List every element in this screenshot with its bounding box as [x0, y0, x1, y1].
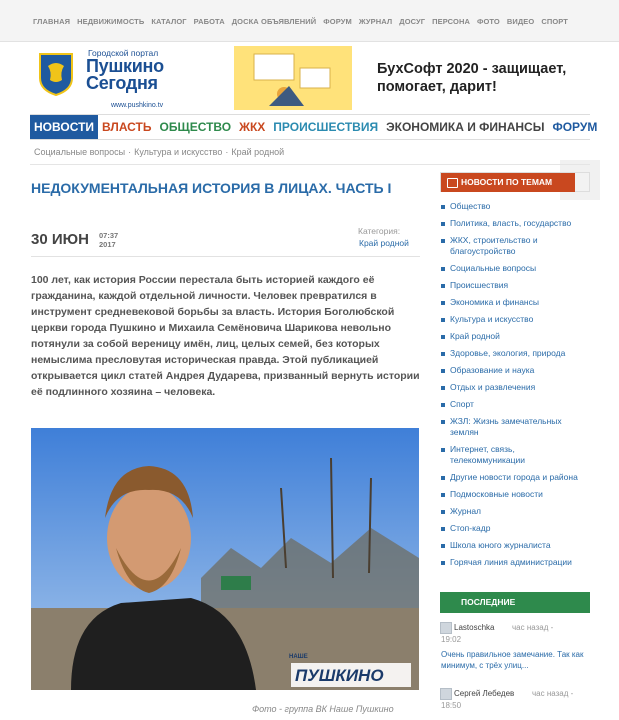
- logo-name-line1: Пушкино: [86, 56, 164, 76]
- banner-illustration-icon: [234, 46, 352, 110]
- separator: ·: [225, 147, 229, 157]
- topic-link[interactable]: Журнал: [440, 503, 590, 520]
- main-nav-item[interactable]: ПРОИСШЕСТВИЯ: [273, 120, 379, 134]
- sub-nav-item[interactable]: Край родной: [231, 147, 285, 157]
- top-nav-item[interactable]: ГЛАВНАЯ: [33, 17, 71, 26]
- comment-ago: час назад -: [532, 689, 574, 698]
- topic-link[interactable]: Социальные вопросы: [440, 260, 590, 277]
- article-time-value: 07:37: [99, 231, 119, 240]
- topic-link[interactable]: Школа юного журналиста: [440, 537, 590, 554]
- article-photo-image: [31, 428, 419, 690]
- topics-list: [440, 198, 590, 571]
- top-nav-item[interactable]: НЕДВИЖИМОСТЬ: [77, 17, 145, 26]
- topic-link[interactable]: Отдых и развлечения: [440, 379, 590, 396]
- latest-heading-label: ПОСЛЕДНИЕ: [461, 597, 516, 607]
- main-nav-item[interactable]: ВЛАСТЬ: [102, 120, 152, 134]
- sub-nav-item[interactable]: Социальные вопросы: [34, 147, 126, 157]
- top-nav-item[interactable]: ДОСКА ОБЪЯВЛЕНИЙ: [231, 17, 317, 26]
- topic-link[interactable]: Край родной: [440, 328, 590, 345]
- article-year: 2017: [99, 240, 116, 249]
- banner-line1: БухСофт 2020 - защищает,: [377, 61, 567, 77]
- top-navigation: [0, 0, 619, 42]
- separator: ·: [128, 147, 132, 157]
- header: [0, 42, 619, 114]
- topic-link[interactable]: Стоп-кадр: [440, 520, 590, 537]
- sub-navigation: [34, 147, 284, 157]
- topic-link[interactable]: Спорт: [440, 396, 590, 413]
- sub-nav-item[interactable]: Культура и искусство: [134, 147, 223, 157]
- top-nav-item[interactable]: ВИДЕО: [506, 17, 535, 26]
- comment-author[interactable]: Lastoschka: [454, 623, 495, 632]
- main-nav-item[interactable]: ФОРУМ: [552, 120, 598, 134]
- top-nav-item[interactable]: ЖУРНАЛ: [358, 17, 393, 26]
- main-nav-item[interactable]: ЭКОНОМИКА И ФИНАНСЫ: [386, 120, 545, 134]
- topic-link[interactable]: Здоровье, экология, природа: [440, 345, 590, 362]
- main-nav-item[interactable]: ОБЩЕСТВО: [159, 120, 232, 134]
- topic-link[interactable]: Общество: [440, 198, 590, 215]
- topic-link[interactable]: ЖКХ, строительство и благоустройство: [440, 232, 590, 260]
- top-nav-item[interactable]: ФОТО: [476, 17, 500, 26]
- logo-url: www.pushkino.tv: [111, 102, 164, 109]
- logo-name: [86, 58, 164, 92]
- comment-author[interactable]: Сергей Лебедев: [454, 689, 515, 698]
- photo-watermark-small: НАШЕ: [289, 654, 308, 660]
- logo-name-line2: Сегодня: [86, 73, 158, 93]
- top-nav-item[interactable]: КАТАЛОГ: [151, 17, 187, 26]
- comment-time: 19:02: [441, 635, 462, 644]
- banner-line2: помогает, дарит!: [377, 79, 497, 95]
- banner-text: [377, 60, 566, 96]
- article-date: 30 ИЮН: [31, 231, 89, 248]
- ad-banner[interactable]: [234, 46, 619, 110]
- avatar: [440, 622, 452, 634]
- divider: [30, 164, 590, 165]
- photo-caption: Фото - группа ВК Наше Пушкино: [252, 704, 394, 714]
- comment-ago: час назад -: [512, 623, 554, 632]
- comment-time: 18:50: [441, 701, 462, 710]
- comment-text[interactable]: Очень правильное замечание. Так как минимум, с трёх улиц...: [441, 650, 584, 670]
- category-label: Категория:: [358, 226, 401, 236]
- topic-link[interactable]: Образование и наука: [440, 362, 590, 379]
- main-nav-item[interactable]: НОВОСТИ: [30, 115, 98, 139]
- sidebar-heading: [440, 172, 590, 192]
- topic-link[interactable]: Происшествия: [440, 277, 590, 294]
- top-nav-item[interactable]: СПОРТ: [541, 17, 568, 26]
- main-nav-item[interactable]: ЖКХ: [239, 120, 266, 134]
- topic-link[interactable]: Экономика и финансы: [440, 294, 590, 311]
- divider: [31, 256, 420, 257]
- top-nav-item[interactable]: РАБОТА: [193, 17, 225, 26]
- article-title: НЕДОКУМЕНТАЛЬНАЯ ИСТОРИЯ В ЛИЦАХ. ЧАСТЬ I: [31, 180, 392, 196]
- latest-heading[interactable]: [440, 592, 590, 613]
- topic-link[interactable]: Культура и искусство: [440, 311, 590, 328]
- topics-tab[interactable]: НОВОСТИ ПО ТЕМАМ: [441, 173, 575, 192]
- site-logo[interactable]: [36, 48, 186, 110]
- top-nav-item[interactable]: ДОСУГ: [399, 17, 426, 26]
- article-photo[interactable]: [31, 428, 419, 690]
- topic-link[interactable]: Горячая линия администрации: [440, 554, 590, 571]
- logo-subtitle: Городской портал: [88, 48, 159, 58]
- topic-link[interactable]: Другие новости города и района: [440, 469, 590, 486]
- topic-link[interactable]: Политика, власть, государство: [440, 215, 590, 232]
- top-nav-item[interactable]: ФОРУМ: [323, 17, 352, 26]
- article-lead: 100 лет, как история России перестала быть историей каждого её гражданина, каждой отдельной личности. Человек превратился в инструмент средневековой борьбы за власть. История Боголюбской церкви города Пушкино и Михаила Семёновича Шарикова невольно потянули за собой вереницу имён, лиц, целых семей, без которых немыслима пресловутая историческая правда. Этой публикацией открывается цикл статей Андрея Дударева, призванный вернуть истории её подлинного хозяина – человека.: [31, 274, 420, 398]
- main-navigation: [30, 114, 598, 140]
- category-link[interactable]: Край родной: [359, 238, 409, 248]
- photo-watermark: ПУШКИНО: [295, 666, 384, 685]
- topic-link[interactable]: Интернет, связь, телекоммуникации: [440, 441, 590, 469]
- article-time: [99, 231, 118, 249]
- sidebar: [440, 172, 590, 571]
- avatar: [440, 688, 452, 700]
- top-nav-item[interactable]: ПЕРСОНА: [432, 17, 470, 26]
- coat-of-arms-icon: [38, 52, 74, 96]
- topic-link[interactable]: ЖЗЛ: Жизнь замечательных землян: [440, 413, 590, 441]
- topic-link[interactable]: Подмосковные новости: [440, 486, 590, 503]
